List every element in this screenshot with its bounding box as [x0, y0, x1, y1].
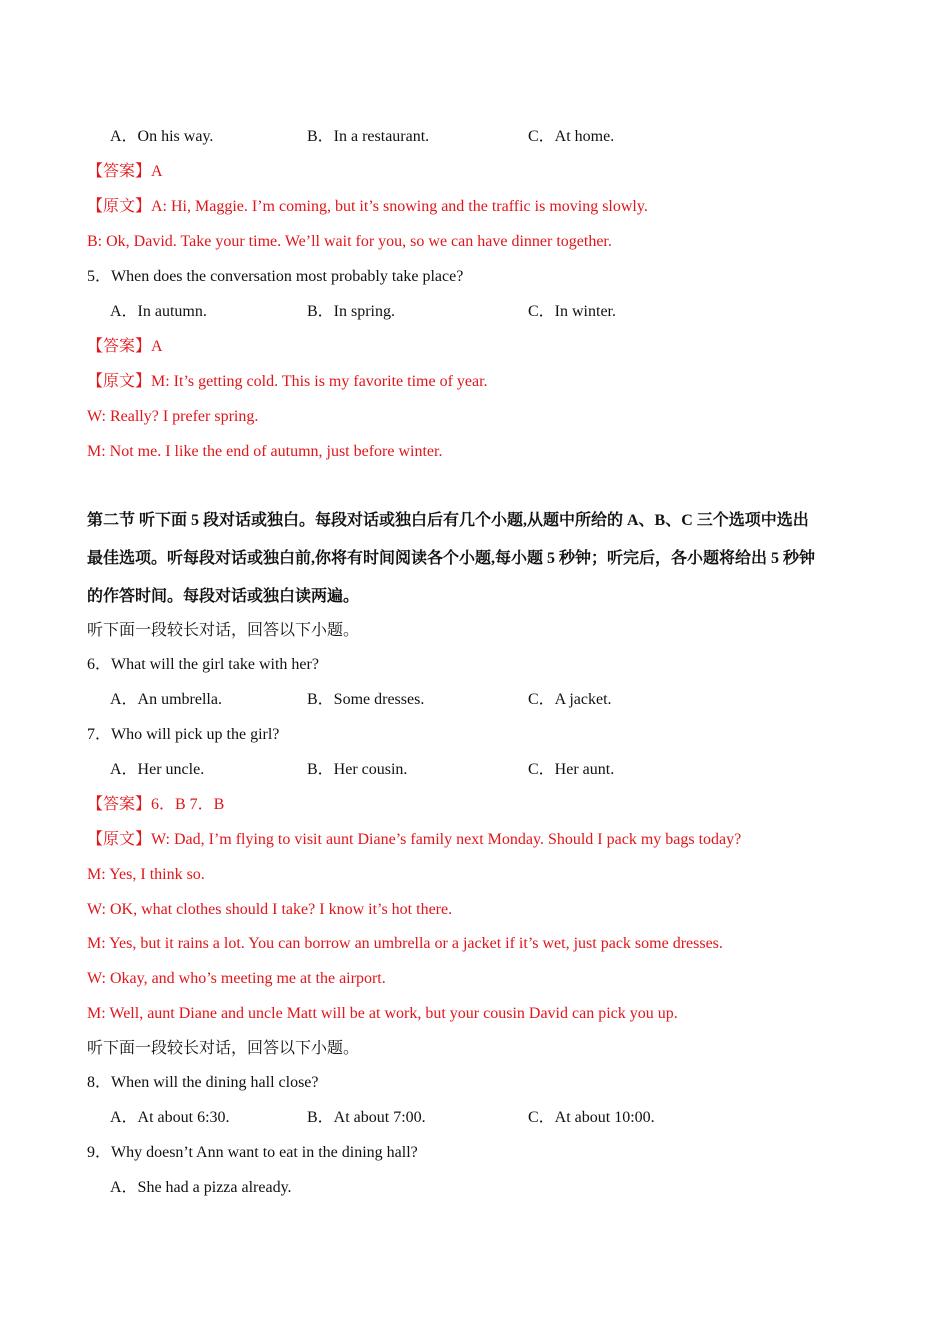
q5-option-b: B．In spring.	[307, 303, 396, 320]
section2-heading-line: 最佳选项。听每段对话或独白前,你将有时间阅读各个小题,每小题 5 秒钟；听完后，各小题将给出 5 秒钟	[87, 550, 816, 567]
q5-option-a: A．In autumn.	[110, 303, 207, 320]
q67-answer: 【答案】6．B 7．B	[87, 796, 225, 813]
q67-script-line: 【原文】W: Dad, I’m flying to visit aunt Diane’s family next Monday. Should I pack my bags today?	[87, 831, 742, 848]
q6-option-b: B．Some dresses.	[307, 691, 425, 708]
q9-option-a: A．She had a pizza already.	[110, 1179, 292, 1196]
q8-question: 8．When will the dining hall close?	[87, 1074, 319, 1091]
q4-option-c: C．At home.	[528, 128, 615, 145]
q9-question: 9．Why doesn’t Ann want to eat in the dining hall?	[87, 1144, 418, 1161]
q67-script-line: W: Okay, and who’s meeting me at the airport.	[87, 970, 386, 987]
q4-option-a: A．On his way.	[110, 128, 214, 145]
q5-question: 5．When does the conversation most probably take place?	[87, 268, 464, 285]
q5-script-line: M: Not me. I like the end of autumn, just before winter.	[87, 443, 443, 460]
q5-script-line: W: Really? I prefer spring.	[87, 408, 259, 425]
instruction-text: 听下面一段较长对话，回答以下小题。	[87, 622, 360, 639]
q8-option-b: B．At about 7:00.	[307, 1109, 426, 1126]
q8-option-c: C．At about 10:00.	[528, 1109, 655, 1126]
instruction-text: 听下面一段较长对话，回答以下小题。	[87, 1040, 360, 1057]
q5-answer: 【答案】A	[87, 338, 163, 355]
q8-option-a: A．At about 6:30.	[110, 1109, 230, 1126]
q67-script-line: M: Well, aunt Diane and uncle Matt will be at work, but your cousin David can pick you up.	[87, 1005, 678, 1022]
q4-answer: 【答案】A	[87, 163, 163, 180]
q67-script-line: W: OK, what clothes should I take? I know it’s hot there.	[87, 901, 453, 918]
q7-question: 7．Who will pick up the girl?	[87, 726, 280, 743]
q7-option-a: A．Her uncle.	[110, 761, 205, 778]
q6-question: 6．What will the girl take with her?	[87, 656, 319, 673]
q4-script-line: B: Ok, David. Take your time. We’ll wait for you, so we can have dinner together.	[87, 233, 612, 250]
q5-option-c: C．In winter.	[528, 303, 616, 320]
q6-option-c: C．A jacket.	[528, 691, 612, 708]
q7-option-b: B．Her cousin.	[307, 761, 408, 778]
q4-option-b: B．In a restaurant.	[307, 128, 430, 145]
q7-option-c: C．Her aunt.	[528, 761, 615, 778]
q4-script-line: 【原文】A: Hi, Maggie. I’m coming, but it’s snowing and the traffic is moving slowly.	[87, 198, 648, 215]
q6-option-a: A．An umbrella.	[110, 691, 222, 708]
section2-heading-line: 第二节 听下面 5 段对话或独白。每段对话或独白后有几个小题,从题中所给的 A、B、C 三个选项中选出	[87, 512, 809, 529]
q67-script-line: M: Yes, but it rains a lot. You can borrow an umbrella or a jacket if it’s wet, just pack some dresses.	[87, 935, 723, 952]
q5-script-line: 【原文】M: It’s getting cold. This is my favorite time of year.	[87, 373, 488, 390]
section2-heading-line: 的作答时间。每段对话或独白读两遍。	[87, 588, 360, 605]
q67-script-line: M: Yes, I think so.	[87, 866, 205, 883]
